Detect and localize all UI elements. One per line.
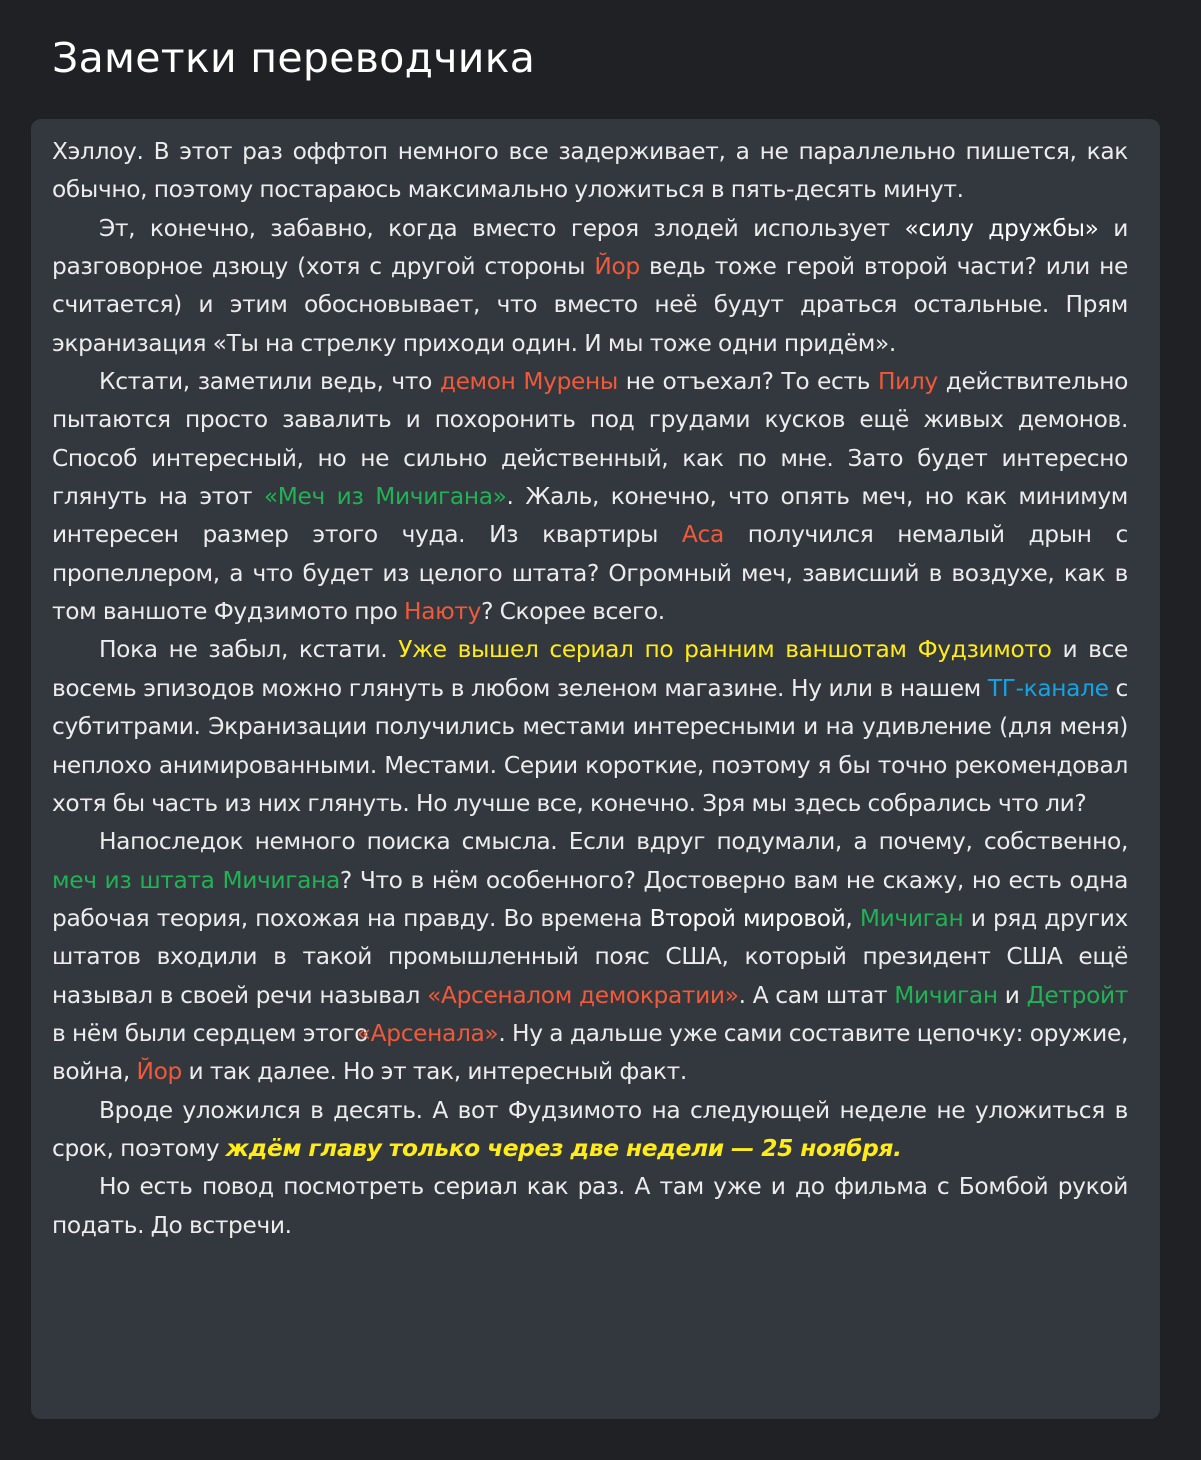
- paragraph-1: [52, 133, 1128, 210]
- text-span: не отъехал? То есть: [617, 368, 878, 396]
- paragraph-4: [52, 631, 1128, 823]
- highlight-next-chapter-date: ждём главу только через две недели — 25 ноября.: [225, 1134, 902, 1162]
- text-span: ведь тоже герой второй части? или не считается) и этим обосновывает, что вместо неё будут драться остальные. Прям экранизация «Ты на стрелку приходи один. И мы тоже одни придём».: [52, 253, 1128, 357]
- text-span: Но есть повод посмотреть сериал как раз. А там уже и до фильма с Бомбой рукой подать. До встречи.: [52, 1173, 1128, 1239]
- text-span: в нём были сердцем этого: [52, 1019, 375, 1047]
- paragraph-5: [52, 823, 1128, 1091]
- text-span: и ряд других штатов входили в такой промышленный пояс США, который президент США ещё называл в своей речи называл: [52, 904, 1128, 1009]
- text-span: . А сам штат: [738, 981, 895, 1009]
- character-name-pila: Пилу: [877, 368, 938, 396]
- character-name-asa: Аса: [681, 521, 724, 549]
- paragraph-2: [52, 210, 1128, 363]
- text-span: и все восемь эпизодов можно глянуть в любом зеленом магазине. Ну или в нашем: [52, 636, 1128, 702]
- text-span: ,: [845, 904, 860, 932]
- text-span: и разговорное дзюцу (хотя с другой стороны: [52, 214, 1129, 281]
- paragraph-3: [52, 363, 1128, 631]
- text-span: с субтитрами. Экранизации получились местами интересными и на удивление (для меня) неплохо анимированными. Местами. Серии короткие, поэтому я бы точно рекомендовал хотя бы часть из них глянуть. Но лучше все, конечно. Зря мы здесь собрались что ли?: [52, 674, 1128, 817]
- text-span: Эт, конечно, забавно, когда вместо героя злодей использует: [99, 214, 905, 242]
- text-span: и так далее. Но эт так, интересный факт.: [181, 1058, 687, 1086]
- text-span: Хэллоу. В этот раз оффтоп немного все задерживает, а не параллельно пишется, как обычно, поэтому постараюсь максимально уложиться в пять-десять минут.: [52, 138, 1128, 204]
- text-span: получился немалый дрын с пропеллером, а что будет из целого штата? Огромный меч, зависший в воздухе, как в том ваншоте Фудзимото про: [52, 521, 1128, 626]
- text-span: . Ну а дальше уже сами составите цепочку: оружие, война,: [52, 1019, 1128, 1086]
- text-span: Вроде уложился в десять. А вот Фудзимото на следующей неделе не уложиться в срок, поэтому: [52, 1096, 1128, 1162]
- page-title: Заметки переводчика: [52, 34, 536, 82]
- text-span: действительно пытаются просто завалить и похоронить под грудами кусков ещё живых демонов. Способ интересный, но не сильно действенный, как по мне. Зато будет интересно глянуть на этот: [52, 368, 1128, 511]
- place-name-michigan: Мичиган: [859, 904, 964, 932]
- character-name-yor: Йор: [136, 1058, 182, 1086]
- text-span: Напоследок немного поиска смысла. Если вдруг подумали, а почему, собственно,: [99, 828, 1128, 856]
- text-span: и: [997, 981, 1027, 1009]
- highlight-michigan-state-sword: меч из штата Мичигана: [52, 866, 340, 894]
- text-span: Пока не забыл, кстати.: [99, 636, 399, 664]
- text-span: ? Скорее всего.: [481, 598, 665, 626]
- text-span: . Жаль, конечно, что опять меч, но как минимум интересен размер этого чуда. Из квартиры: [52, 483, 1129, 549]
- place-name-michigan: Мичиган: [894, 981, 998, 1009]
- highlight-arsenal: «Арсенала»: [356, 1019, 499, 1047]
- notes-body: [52, 133, 1128, 1245]
- telegram-channel-link[interactable]: ТГ-канале: [987, 674, 1109, 702]
- place-name-detroit: Детройт: [1026, 981, 1128, 1009]
- text-span: Кстати, заметили ведь, что: [99, 368, 440, 396]
- character-name-nayuta: Наюту: [404, 598, 482, 626]
- highlight-world-war-two: Второй мировой: [649, 904, 846, 932]
- highlight-arsenal-of-democracy: «Арсеналом демократии»: [427, 981, 739, 1009]
- highlight-michigan-sword: «Меч из Мичигана»: [263, 483, 507, 511]
- highlight-power-of-friendship: «силу дружбы»: [904, 214, 1099, 242]
- paragraph-6: [52, 1092, 1128, 1169]
- paragraph-7: [52, 1168, 1128, 1245]
- character-name-eel-devil: демон Мурены: [439, 368, 618, 396]
- highlight-series-announcement: Уже вышел сериал по ранним ваншотам Фудзимото: [398, 636, 1052, 664]
- text-span: ? Что в нём особенного? Достоверно вам не скажу, но есть одна рабочая теория, похожая на правду. Во времена: [52, 866, 1128, 932]
- character-name-yor: Йор: [594, 253, 640, 281]
